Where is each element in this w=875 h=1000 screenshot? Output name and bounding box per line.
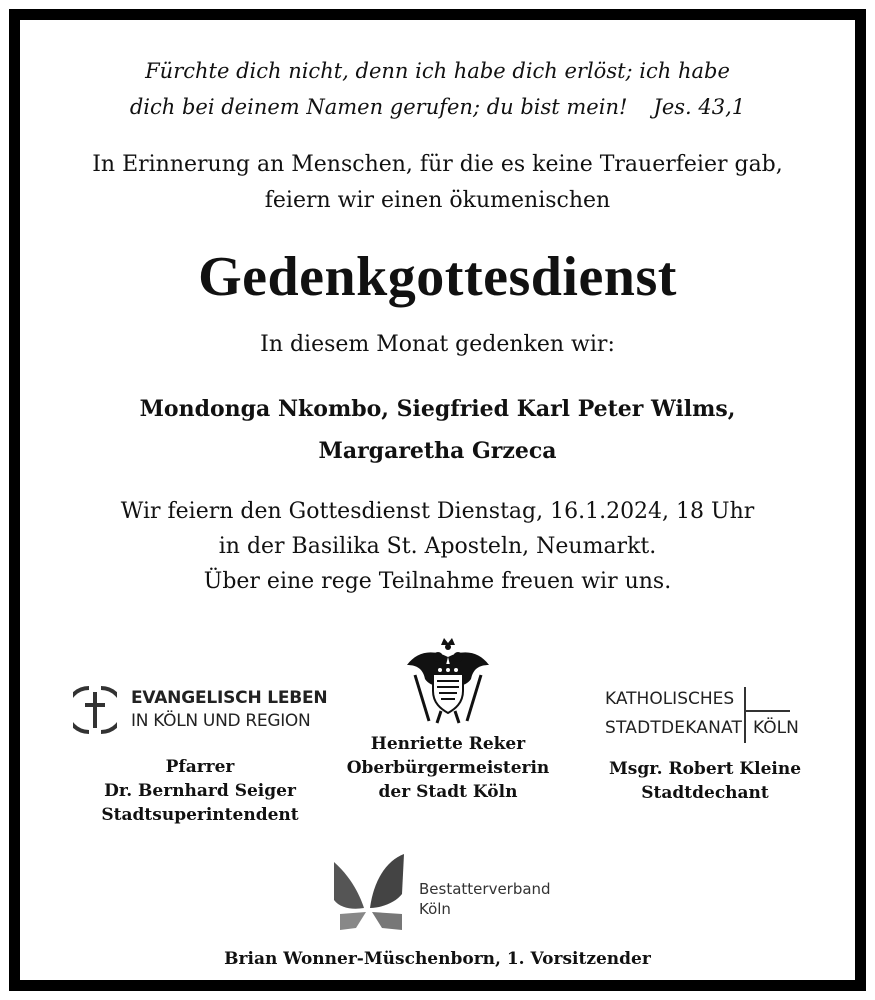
evangelisch-logo-line-1: EVANGELISCH LEBEN <box>131 688 328 708</box>
bible-quote <box>20 53 855 125</box>
evangelisch-name: Dr. Bernhard Seiger <box>104 781 296 801</box>
footer-signatory: Brian Wonner-Müschenborn, 1. Vorsitzender <box>224 949 651 969</box>
evangelisch-role: Stadtsuperintendent <box>101 805 299 825</box>
evangelisch-logo-line-2: IN KÖLN UND REGION <box>131 711 311 731</box>
service-line-3: Über eine rege Teilnahme freuen wir uns. <box>203 569 672 594</box>
month-line: In diesem Monat gedenken wir: <box>260 332 615 357</box>
service-details <box>20 494 855 599</box>
evangelisch-title: Pfarrer <box>165 757 235 777</box>
intro-line-2: feiern wir einen ökumenischen <box>264 188 611 213</box>
stadt-title: Oberbürgermeisterin <box>346 758 550 778</box>
cross-circle-icon <box>73 682 117 738</box>
intro-text <box>20 147 855 219</box>
coat-of-arms-icon <box>403 635 493 727</box>
stadt-org: der Stadt Köln <box>378 782 518 802</box>
katholisch-title: Stadtdechant <box>641 783 769 803</box>
bestatterverband-logo-line-2: Köln <box>419 900 451 918</box>
signatory-katholisch <box>590 757 820 805</box>
page-title: Gedenkgottesdienst <box>198 246 677 308</box>
evangelisch-logo <box>69 680 339 742</box>
notice-frame <box>9 9 866 991</box>
quote-line-2-text: dich bei deinem Namen gerufen; du bist mein! <box>129 95 628 119</box>
katholisch-logo-line-2: STADTDEKANAT <box>605 718 743 738</box>
service-line-1: Wir feiern den Gottesdienst Dienstag, 16.1.2024, 18 Uhr <box>120 499 755 524</box>
remembered-names <box>20 388 855 472</box>
names-line-2: Margaretha Grzeca <box>318 438 557 464</box>
katholisch-logo-line-1: KATHOLISCHES <box>605 689 735 709</box>
signatory-evangelisch <box>80 755 320 827</box>
names-line-1: Mondonga Nkombo, Siegfried Karl Peter Wilms, <box>139 396 736 422</box>
katholisch-name: Msgr. Robert Kleine <box>608 759 802 779</box>
service-line-2: in der Basilika St. Aposteln, Neumarkt. <box>218 534 657 559</box>
stadt-name: Henriette Reker <box>370 734 526 754</box>
bestatterverband-logo-line-1: Bestatterverband <box>419 880 551 898</box>
bestatterverband-logo <box>332 850 562 934</box>
katholisch-logo-line-3: KÖLN <box>753 718 799 738</box>
intro-line-1: In Erinnerung an Menschen, für die es keine Trauerfeier gab, <box>92 152 783 177</box>
quote-line-1: Fürchte dich nicht, denn ich habe dich erlöst; ich habe <box>145 59 730 83</box>
butterfly-icon <box>332 850 412 934</box>
katholisch-logo <box>595 685 825 745</box>
quote-reference: Jes. 43,1 <box>653 95 746 119</box>
quote-line-2 <box>20 89 855 125</box>
signatory-stadt <box>338 732 558 804</box>
